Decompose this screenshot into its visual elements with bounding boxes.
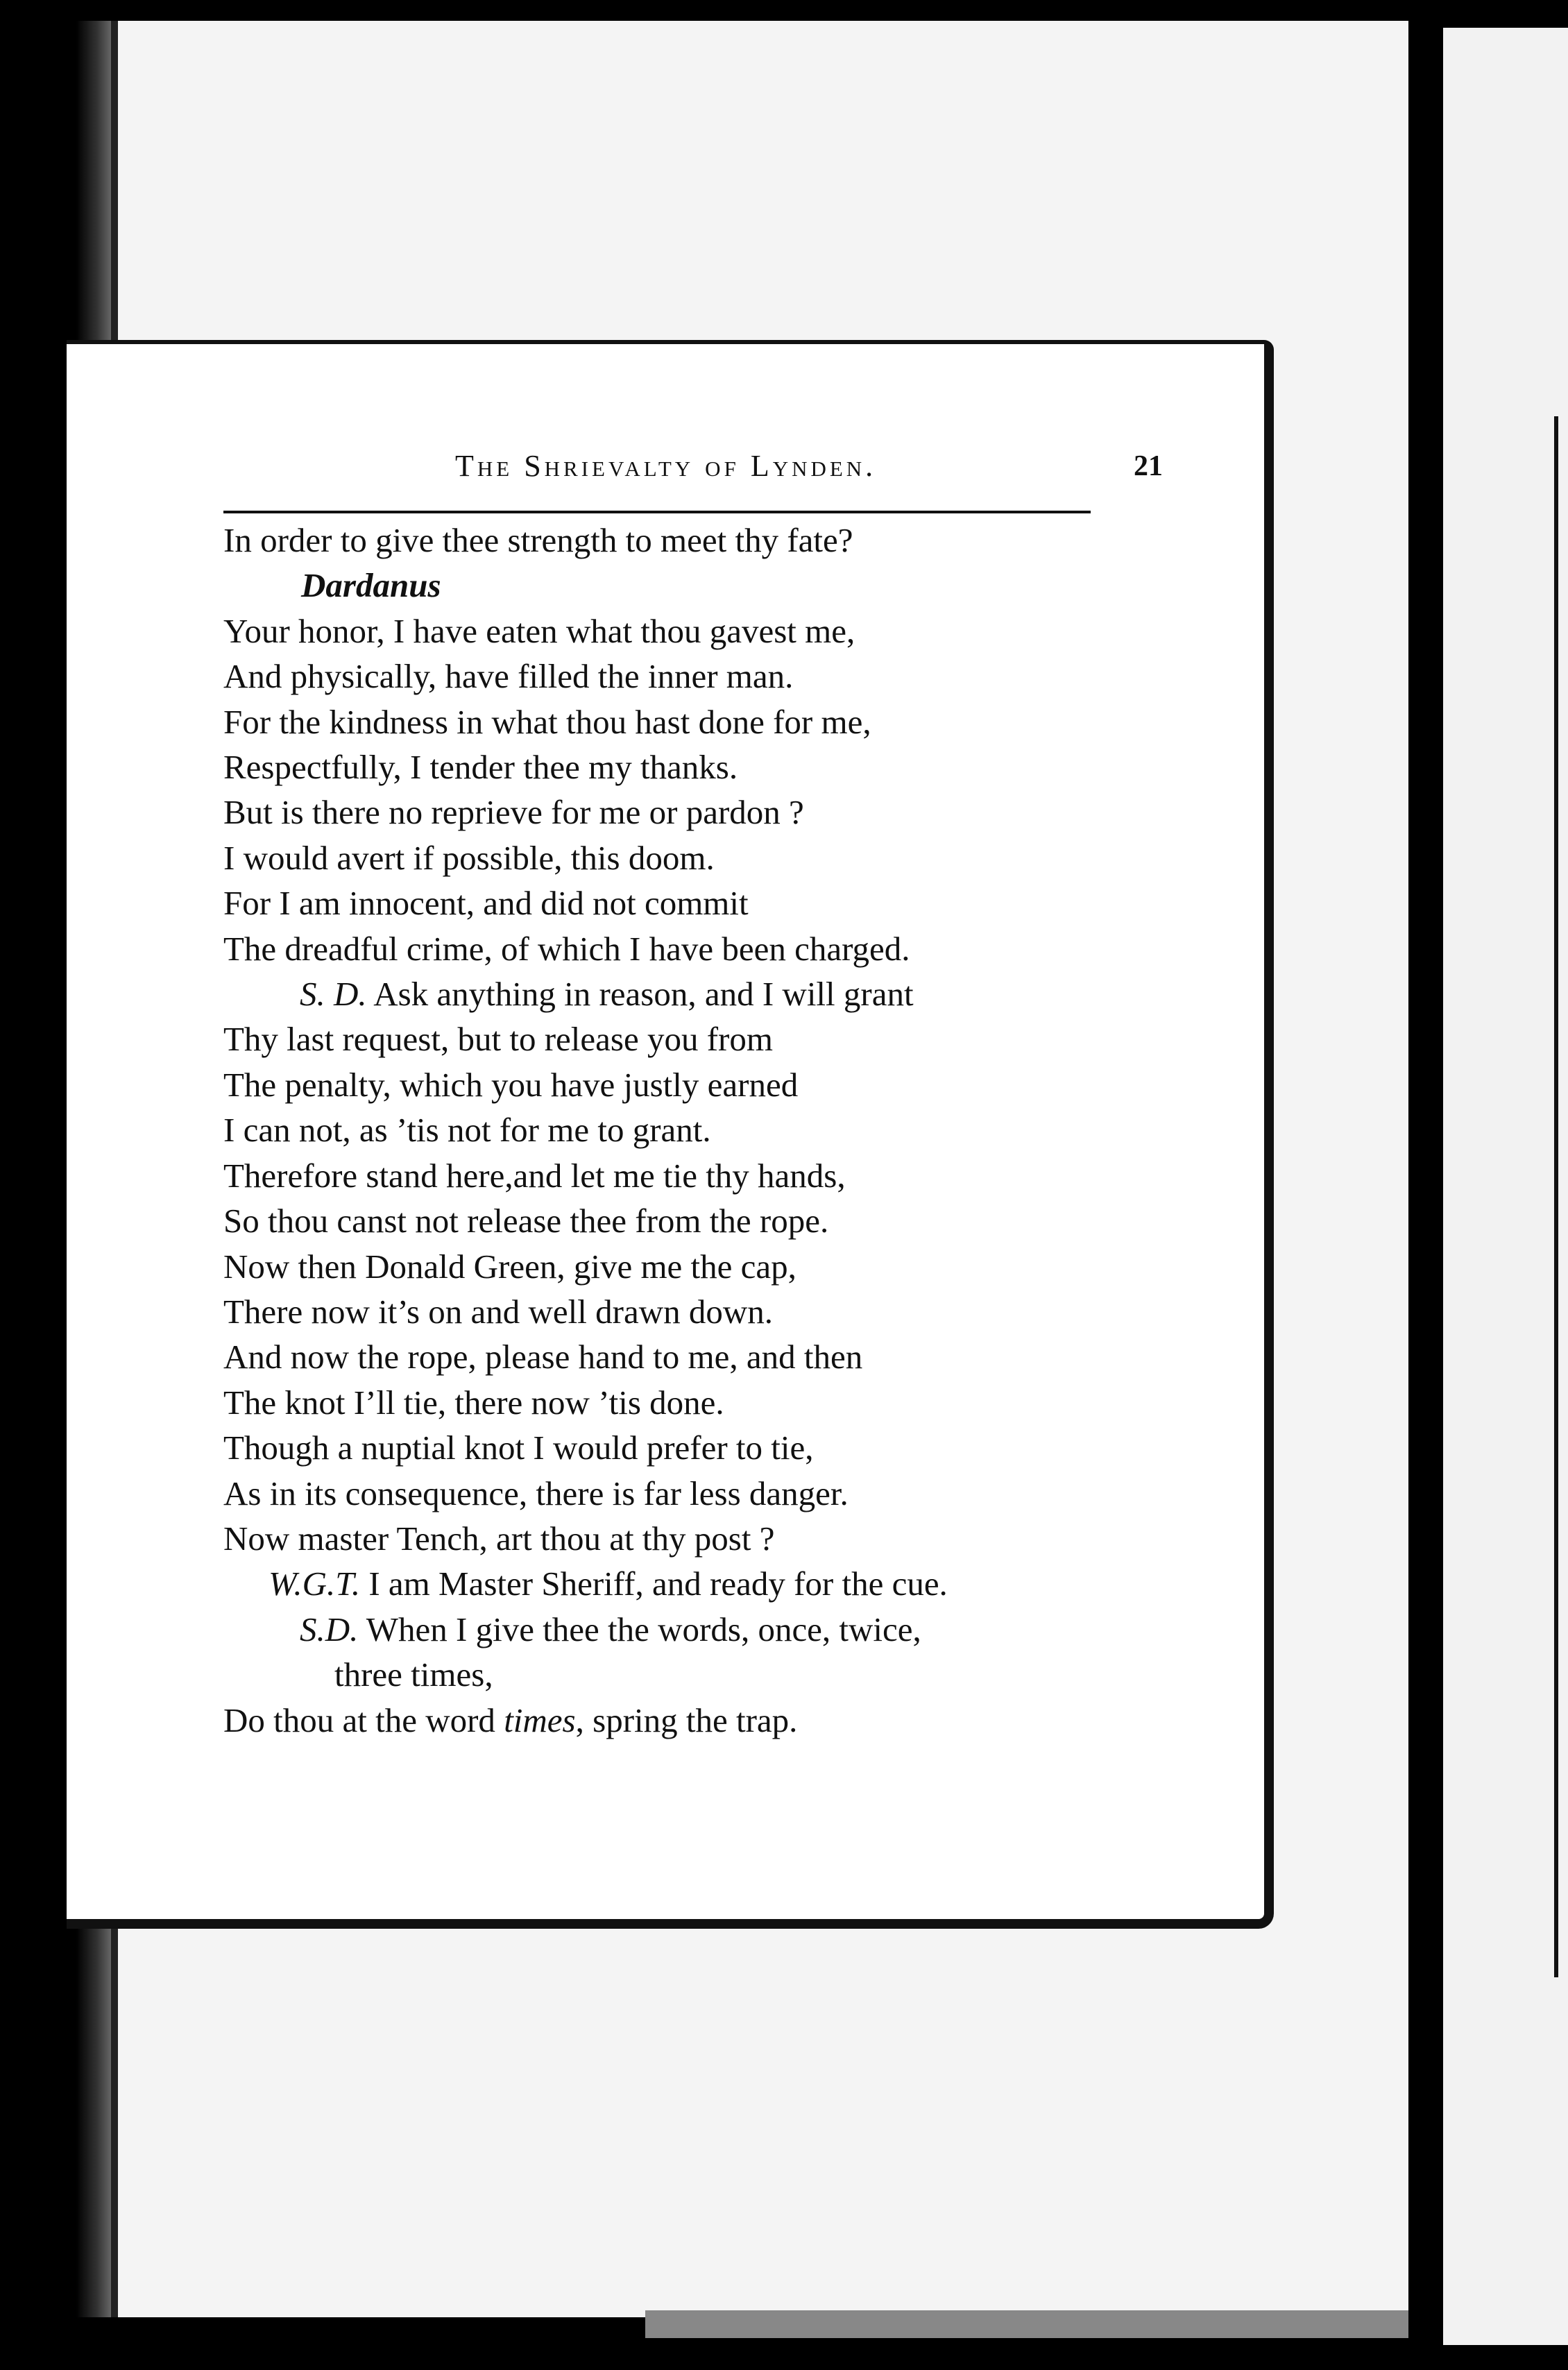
verse-line: Your honor, I have eaten what thou gavest me,: [223, 611, 855, 650]
speech-line: [223, 1561, 1167, 1606]
verse-line: And now the rope, please hand to me, and then: [223, 1338, 863, 1376]
italic-word: times: [504, 1700, 576, 1739]
running-head: [219, 448, 1163, 497]
verse-line: The dreadful crime, of which I have been charged.: [223, 929, 910, 968]
verse-line: The penalty, which you have justly earned: [223, 1065, 799, 1104]
line-text: , spring the trap.: [575, 1700, 798, 1739]
verse-line: But is there no reprieve for me or pardon ?: [223, 793, 804, 832]
speech-text: Ask anything in reason, and I will grant: [373, 975, 914, 1014]
speech-text: I am Master Sheriff, and ready for the cue.: [368, 1565, 948, 1603]
header-rule: [223, 511, 1091, 513]
verse-line: The knot I’ll tie, there now ’tis done.: [223, 1383, 724, 1422]
verse-line: I can not, as ’tis not for me to grant.: [223, 1111, 711, 1150]
verse-line: In order to give thee strength to meet thy fate?: [223, 521, 853, 559]
running-title: The Shrievalty of Lynden.: [455, 449, 877, 483]
verse-line: For I am innocent, and did not commit: [223, 884, 749, 923]
pasted-slip: [67, 340, 1274, 1929]
verse-line: Respectfully, I tender thee my thanks.: [223, 748, 738, 787]
verse-line: Thy last request, but to release you from: [223, 1020, 773, 1059]
verse-line: [223, 1698, 1167, 1743]
speech-line: [223, 971, 1167, 1016]
page-edge-strip: [645, 2310, 1408, 2338]
speech-line: [223, 1607, 1167, 1652]
verse-line: Though a nuptial knot I would prefer to tie,: [223, 1429, 814, 1467]
verse-line: three times,: [334, 1655, 493, 1694]
speaker-abbrev: W.G.T.: [269, 1565, 361, 1603]
speaker-abbrev: S. D.: [300, 975, 367, 1014]
speaker-abbrev: S.D.: [300, 1610, 359, 1648]
line-text: Do thou at the word: [223, 1700, 495, 1739]
speaker-heading: Dardanus: [301, 566, 441, 605]
page-number: 21: [1134, 450, 1163, 482]
facing-page-edge: [1443, 28, 1568, 2345]
verse-line: I would avert if possible, this doom.: [223, 838, 715, 877]
verse-line: For the kindness in what thou hast done for me,: [223, 702, 871, 741]
facing-page-border: [1554, 416, 1558, 1977]
verse-line: Now then Donald Green, give me the cap,: [223, 1247, 796, 1286]
verse-text: [223, 518, 1167, 1743]
verse-line: So thou canst not release thee from the rope.: [223, 1202, 829, 1241]
verse-line: And physically, have filled the inner man.: [223, 657, 794, 696]
verse-line: Therefore stand here,and let me tie thy hands,: [223, 1156, 846, 1195]
verse-line: Now master Tench, art thou at thy post ?: [223, 1519, 775, 1558]
speech-text: When I give thee the words, once, twice,: [366, 1610, 921, 1648]
verse-line: As in its consequence, there is far less danger.: [223, 1474, 849, 1512]
verse-line: There now it’s on and well drawn down.: [223, 1292, 773, 1331]
